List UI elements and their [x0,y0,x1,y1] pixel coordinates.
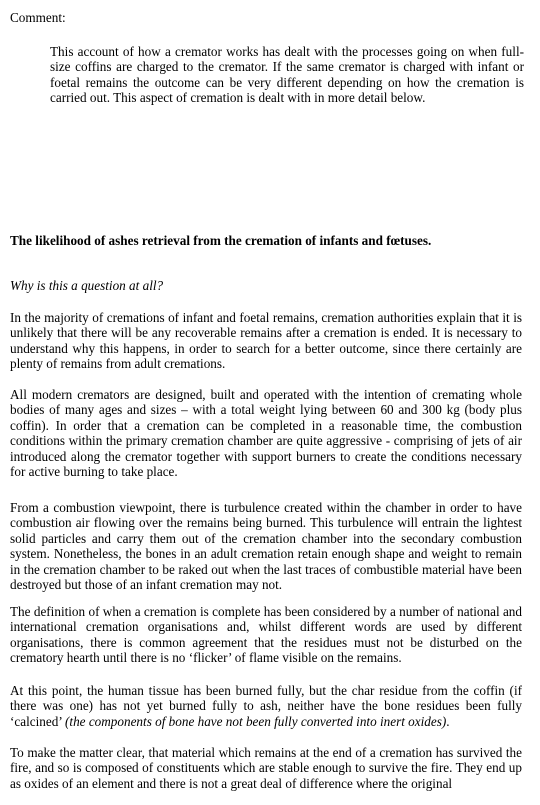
paragraph-recoverable-remains: In the majority of cremations of infant and foetal remains, cremation authorities explain that it is unlikely that there will be any recoverable remains after a cremation is ended. It is necessary to understand why this happens, in order to search for a better outcome, since there certainly are plenty of remains from adult cremations. [10,310,522,372]
comment-label: Comment: [10,10,66,25]
paragraph-modern-cremators: All modern cremators are designed, built and operated with the intention of cremating whole bodies of many ages and sizes – with a total weight lying between 60 and 300 kg (body plus coffin). In order that a cremation can be completed in a reasonable time, the combustion conditions within the primary cremation chamber are quite aggressive - comprising of jets of air introduced along the cremator together with support burners to create the conditions necessary for active burning to take place. [10,387,522,480]
comment-body: This account of how a cremator works has dealt with the processes going on when full-size coffins are charged to the cremator. If the same cremator is charged with infant or foetal remains the outcome can be very different depending on how the cremation is carried out. This aspect of cremation is dealt with in more detail below. [50,44,524,106]
paragraph-combustion-viewpoint: From a combustion viewpoint, there is turbulence created within the chamber in order to have combustion air flowing over the remains being burned. This turbulence will entrain the lightest solid particles and carry them out of the cremation chamber into the secondary combustion system. Nonetheless, the bones in an adult cremation retain enough shape and weight to remain in the cremation chamber to be raked out when the last traces of combustible material have been destroyed but those of an infant cremation may not. [10,500,522,593]
paragraph-char-residue [10,683,522,729]
paragraph-surviving-material: To make the matter clear, that material which remains at the end of a cremation has survived the fire, and so is composed of constituents which are stable enough to survive the fire. They end up as oxides of an element and there is not a great deal of difference where the original [10,745,522,791]
paragraph-char-residue-end: . [446,713,450,729]
paragraph-char-residue-main: At this point, the human tissue has been burned fully, but the char residue from the coffin (if there was one) has not yet burned fully to ash, neither have the bone residues been fully ‘calcined’ [10,683,522,729]
paragraph-cremation-complete-definition: The definition of when a cremation is complete has been considered by a number of national and international cremation organisations and, whilst different words are used by different organisations, there is common agreement that the residues must not be disturbed on the crematory hearth until there is no ‘flicker’ of flame visible on the remains. [10,604,522,666]
section-subheading: Why is this a question at all? [10,278,164,293]
paragraph-char-residue-note: (the components of bone have not been fully converted into inert oxides) [65,713,447,729]
section-heading: The likelihood of ashes retrieval from the cremation of infants and fœtuses. [10,233,432,248]
